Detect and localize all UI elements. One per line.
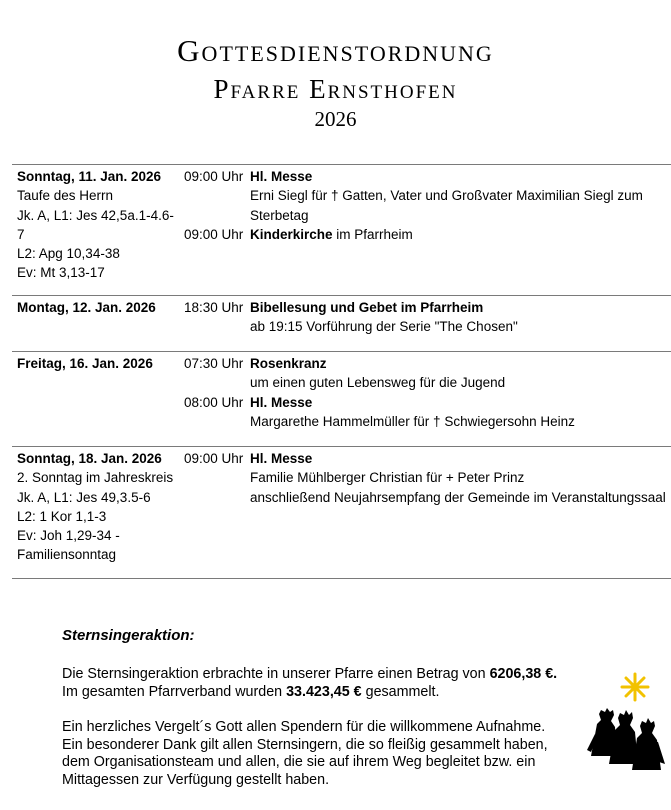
thanks-line: Mittagessen zur Verfügung gestellt haben. (62, 771, 330, 788)
day-info: Ev: Mt 3,13-17 (17, 265, 105, 281)
day-info: Familiensonntag (17, 547, 117, 563)
day-info: 7 (17, 226, 25, 242)
parish-amount: 6206,38 €. (489, 666, 558, 682)
day-info: Taufe des Herrn (17, 188, 114, 204)
divider (12, 351, 671, 352)
result-text: Die Sternsingeraktion erbrachte in unserer Pfarre einen Betrag von (62, 666, 490, 682)
page-title: Gottesdienstordnung (177, 33, 494, 68)
day-date: Sonntag, 11. Jan. 2026 (17, 169, 162, 184)
event-title: Hl. Messe (250, 169, 313, 184)
divider (12, 295, 671, 296)
sternsinger-result (62, 666, 622, 701)
day-info: Jk. A, L1: Jes 42,5a.1-4.6- (17, 207, 174, 223)
event-detail: Sterbetag (250, 207, 309, 223)
thanks-line: Ein besonderer Dank gilt allen Sternsingern, die so fleißig gesammelt haben, (62, 736, 548, 753)
event-detail: um einen guten Lebensweg für die Jugend (250, 375, 506, 391)
day-date: Freitag, 16. Jan. 2026 (17, 356, 153, 371)
event-time: 08:00 Uhr (184, 394, 244, 410)
event-detail: Familie Mühlberger Christian für + Peter Prinz (250, 470, 525, 486)
event-title: Rosenkranz (250, 356, 327, 371)
day-date: Sonntag, 18. Jan. 2026 (17, 451, 162, 466)
day-info: 2. Sonntag im Jahreskreis (17, 470, 174, 486)
event-time: 07:30 Uhr (184, 356, 244, 371)
event-title: Kinderkirche (250, 226, 333, 242)
three-kings-star-icon (587, 672, 667, 774)
event-detail: Margarethe Hammelmüller für † Schwiegersohn Heinz (250, 413, 575, 429)
day-info: Jk. A, L1: Jes 49,3.5-6 (17, 489, 151, 505)
event-detail: Erni Siegl für † Gatten, Vater und Großvater Maximilian Siegl zum (250, 188, 643, 204)
event-time: 18:30 Uhr (184, 300, 244, 315)
day-date: Montag, 12. Jan. 2026 (17, 300, 156, 315)
day-info: Ev: Joh 1,29-34 - (17, 528, 120, 544)
sternsinger-thanks (62, 719, 622, 789)
divider (12, 446, 671, 447)
result-text: Im gesamten Pfarrverband wurden (62, 683, 287, 700)
divider (12, 164, 671, 165)
divider (12, 578, 671, 579)
event-time: 09:00 Uhr (184, 226, 244, 242)
parish-name: Pfarre Ernsthofen (213, 74, 458, 104)
thanks-line: Ein herzliches Vergelt´s Gott allen Spendern für die willkommene Aufnahme. (62, 719, 546, 735)
event-title: Hl. Messe (250, 394, 313, 410)
result-text: gesammelt. (361, 683, 440, 700)
event-title: Bibellesung und Gebet im Pfarrheim (250, 300, 484, 315)
year: 2026 (314, 107, 357, 131)
event-time: 09:00 Uhr (184, 451, 244, 466)
event-title: Hl. Messe (250, 451, 313, 466)
day-info: L2: Apg 10,34-38 (17, 246, 120, 262)
day-info: L2: 1 Kor 1,1-3 (17, 508, 107, 524)
thanks-line: dem Organisationsteam und allen, die sie auf ihrem Weg begleitet bzw. ein (62, 754, 536, 771)
sternsinger-title: Sternsingeraktion: (62, 627, 195, 644)
total-amount: 33.423,45 € (286, 683, 362, 700)
event-detail: anschließend Neujahrsempfang der Gemeinde im Veranstaltungssaal (250, 489, 666, 505)
event-detail: ab 19:15 Vorführung der Serie "The Chosen" (250, 319, 518, 335)
event-time: 09:00 Uhr (184, 169, 244, 184)
event-location: im Pfarrheim (332, 226, 413, 242)
